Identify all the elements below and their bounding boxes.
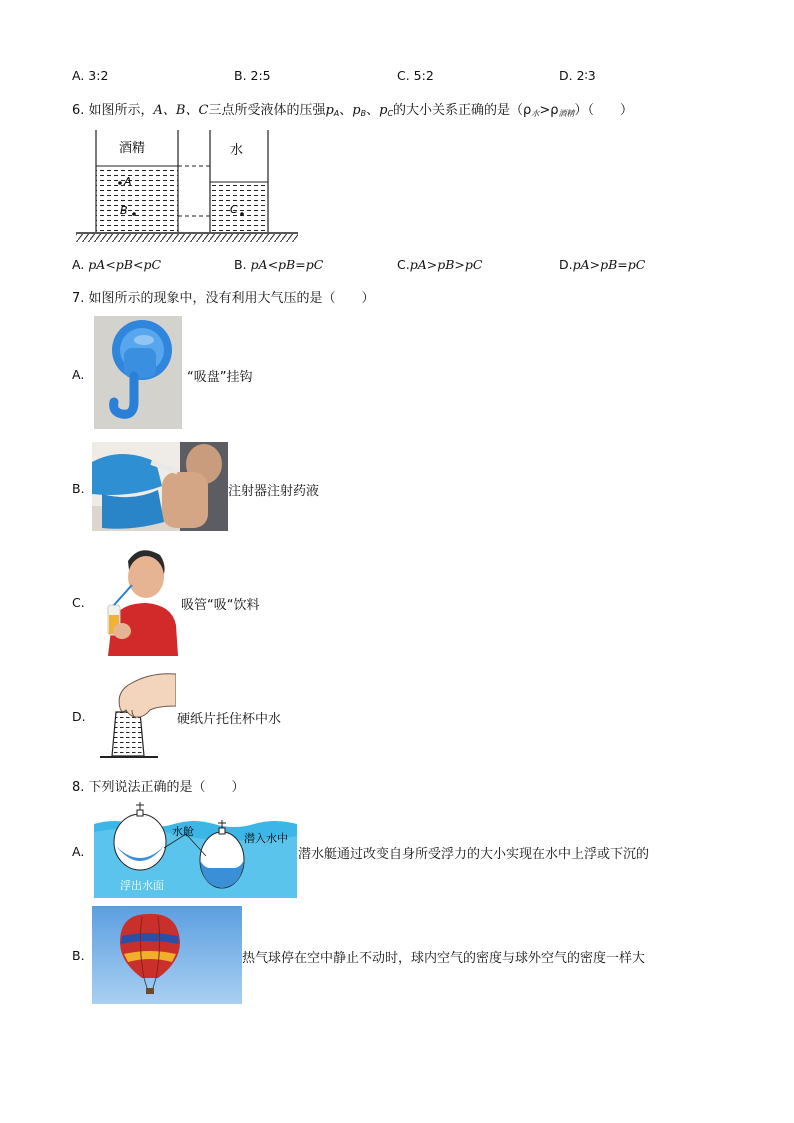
q6-option-b: B. pA<pB=pC	[234, 257, 324, 272]
surface-label: 浮出水面	[120, 879, 164, 892]
q7-option-b-text: 注射器注射药液	[228, 484, 320, 499]
q7-option-c-text: 吸管“吸“饮料	[181, 598, 260, 613]
hot-air-balloon-image	[92, 906, 242, 1004]
q6-stem-mid: 三点所受液体的压强	[208, 103, 326, 118]
q5-option-d: D. 2∶3	[559, 68, 596, 83]
water-tank-label: 水舱	[172, 825, 194, 838]
point-c-label: C	[230, 203, 238, 216]
q7-option-d-prefix: D.	[72, 709, 86, 724]
water-label: 水	[230, 143, 244, 158]
q6-stem-gt: >ρ	[539, 103, 559, 118]
q7-option-a-prefix: A.	[72, 367, 85, 382]
point-c-dot	[240, 212, 244, 216]
point-a-label: A	[124, 175, 132, 188]
q7-option-d-text: 硬纸片托住杯中水	[177, 712, 282, 727]
submarine-diagram	[94, 802, 297, 898]
point-b-dot	[132, 212, 136, 216]
q8-stem: 8. 下列说法正确的是（ ）	[72, 780, 245, 795]
q8-option-b-text: 热气球停在空中静止不动时，球内空气的密度与球外空气的密度一样大	[242, 951, 646, 966]
q8-option-b-prefix: B.	[72, 948, 85, 963]
card-holds-water-image	[96, 670, 176, 762]
q6-stem-rho1-sub: 水	[531, 109, 540, 118]
q6-stem-sep1: 、	[339, 103, 353, 118]
q6-stem-sep2: 、	[366, 103, 380, 118]
q6-option-c: C.pA>pB>pC	[397, 257, 483, 272]
point-b-label: B	[120, 204, 128, 217]
q6-stem-end: ）（ ）	[574, 103, 633, 118]
q6-option-a: A. pA<pB<pC	[72, 257, 162, 272]
alcohol-liquid	[96, 166, 178, 232]
dive-label: 潜入水中	[244, 832, 288, 845]
q7-option-b-prefix: B.	[72, 481, 85, 496]
q6-stem-pb-sub: B	[360, 109, 367, 118]
q6-stem-pb: p	[352, 103, 361, 118]
q6-container-figure	[72, 128, 302, 244]
q6-stem-tail: 的大小关系正确的是（ρ	[393, 103, 532, 118]
q6-stem-pc-sub: C	[387, 109, 394, 118]
q6-stem-rho2-sub: 酒精	[558, 109, 575, 118]
q5-option-c: C. 5:2	[397, 68, 434, 83]
alcohol-label: 酒精	[119, 141, 146, 156]
q8-option-a-text: 潜水艇通过改变自身所受浮力的大小实现在水中上浮或下沉的	[298, 847, 650, 862]
point-a-dot	[118, 181, 122, 185]
water-liquid	[210, 182, 268, 232]
q8-option-a-prefix: A.	[72, 844, 85, 859]
q6-stem-points: A、B、C	[153, 103, 209, 118]
q6-stem-pc: p	[379, 103, 388, 118]
syringe-injection-image	[92, 442, 228, 531]
suction-hook-image	[94, 316, 182, 429]
q7-option-a-text: “吸盘”挂钩	[187, 370, 253, 385]
q5-option-b: B. 2:5	[234, 68, 271, 83]
q7-stem: 7. 如图所示的现象中，没有利用大气压的是（ ）	[72, 291, 375, 306]
q5-option-a: A. 3:2	[72, 68, 109, 83]
q6-stem	[72, 99, 633, 119]
q6-stem-num: 6. 如图所示，	[72, 103, 154, 118]
q7-option-c-prefix: C.	[72, 595, 85, 610]
q6-option-d: D.pA>pB=pC	[559, 257, 646, 272]
q6-stem-pa-sub: A	[333, 109, 340, 118]
q6-stem-pa: p	[325, 103, 334, 118]
boy-drinking-straw-image	[102, 545, 178, 656]
